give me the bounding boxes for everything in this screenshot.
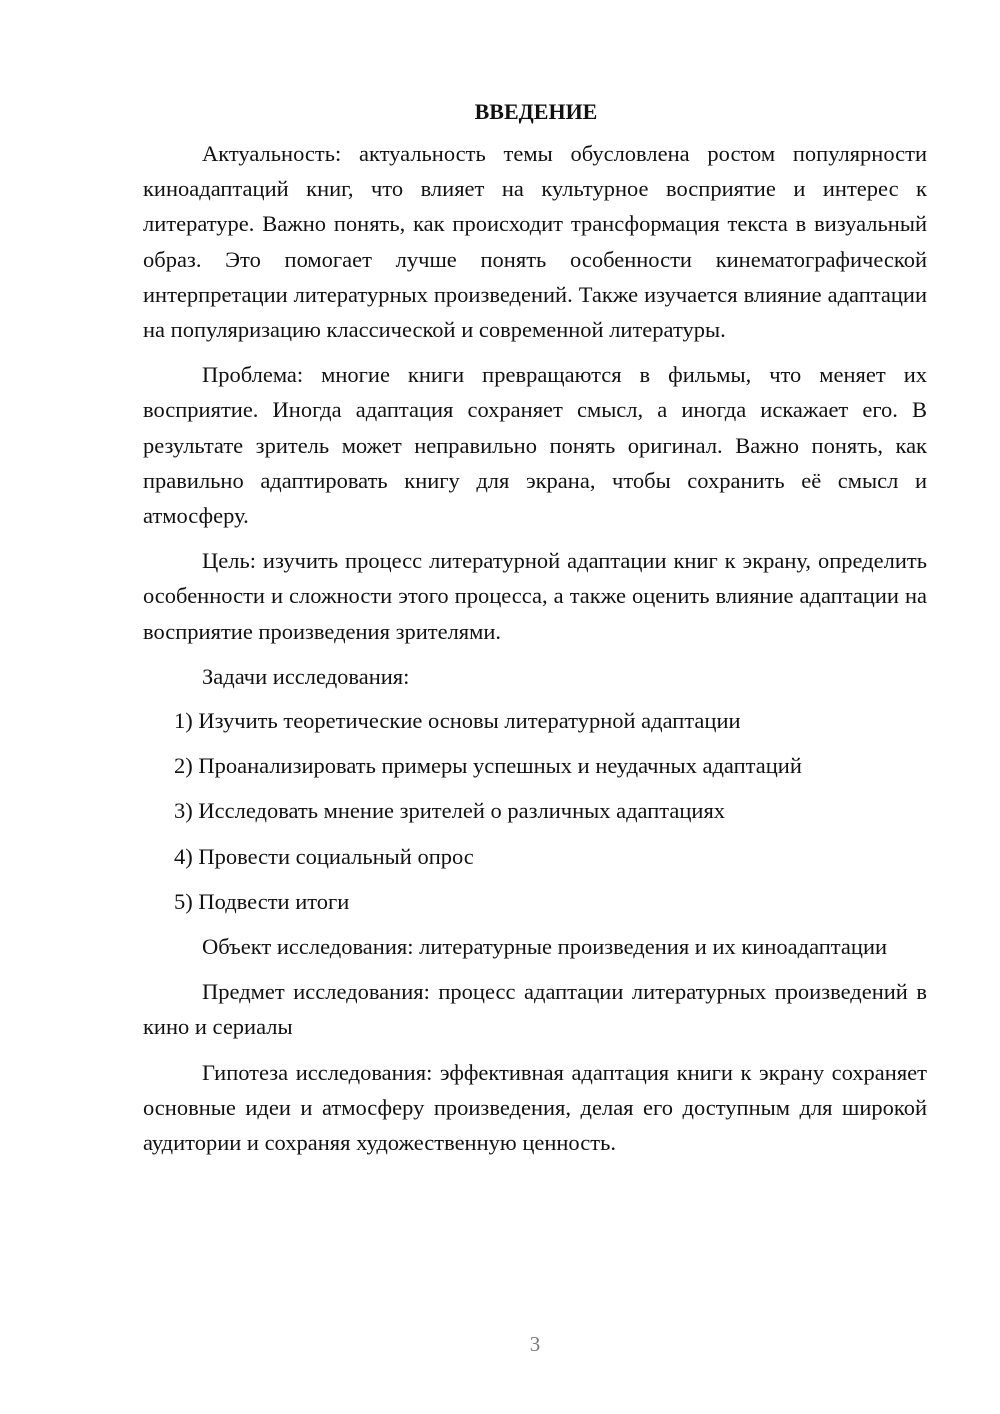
task-item: 5) Подвести итоги xyxy=(174,888,350,914)
task-item: 3) Исследовать мнение зрителей о различных адаптациях xyxy=(174,798,726,824)
task-item: 4) Провести социальный опрос xyxy=(174,843,474,869)
page-title: ВВЕДЕНИЕ xyxy=(474,99,598,124)
paragraph-relevance: Актуальность: актуальность темы обусловлена ростом популярности киноадаптаций книг, что влияет на культурное восприятие и интерес к литературе. Важно понять, как происходит трансформация текста в визуальный образ. Это помогает лучше понять особенности кинематографической интерпретации литературных произведений. Также изучается влияние адаптации на популяризацию классической и современной литературы. xyxy=(143,141,927,343)
tasks-list xyxy=(143,703,927,919)
paragraph-hypothesis: Гипотеза исследования: эффективная адаптация книги к экрану сохраняет основные идеи и атмосферу произведения, делая его доступным для широкой аудитории и сохраняя художественную ценность. xyxy=(143,1059,927,1156)
paragraph-problem: Проблема: многие книги превращаются в фильмы, что меняет их восприятие. Иногда адаптация сохраняет смысл, а иногда искажает его. В результате зритель может неправильно понять оригинал. Важно понять, как правильно адаптировать книгу для экрана, чтобы сохранить её смысл и атмосферу. xyxy=(143,362,927,529)
page-number: 3 xyxy=(529,1332,541,1356)
task-item: 2) Проанализировать примеры успешных и неудачных адаптаций xyxy=(174,753,802,779)
task-item: 1) Изучить теоретические основы литературной адаптации xyxy=(174,708,741,734)
tasks-heading: Задачи исследования: xyxy=(202,663,410,689)
page-content xyxy=(143,96,927,1170)
paragraph-object: Объект исследования: литературные произведения и их киноадаптации xyxy=(202,934,888,960)
paragraph-goal: Цель: изучить процесс литературной адаптации книг к экрану, определить особенности и сложности этого процесса, а также оценить влияние адаптации на восприятие произведения зрителями. xyxy=(143,548,927,644)
paragraph-subject: Предмет исследования: процесс адаптации литературных произведений в кино и сериалы xyxy=(143,979,927,1040)
